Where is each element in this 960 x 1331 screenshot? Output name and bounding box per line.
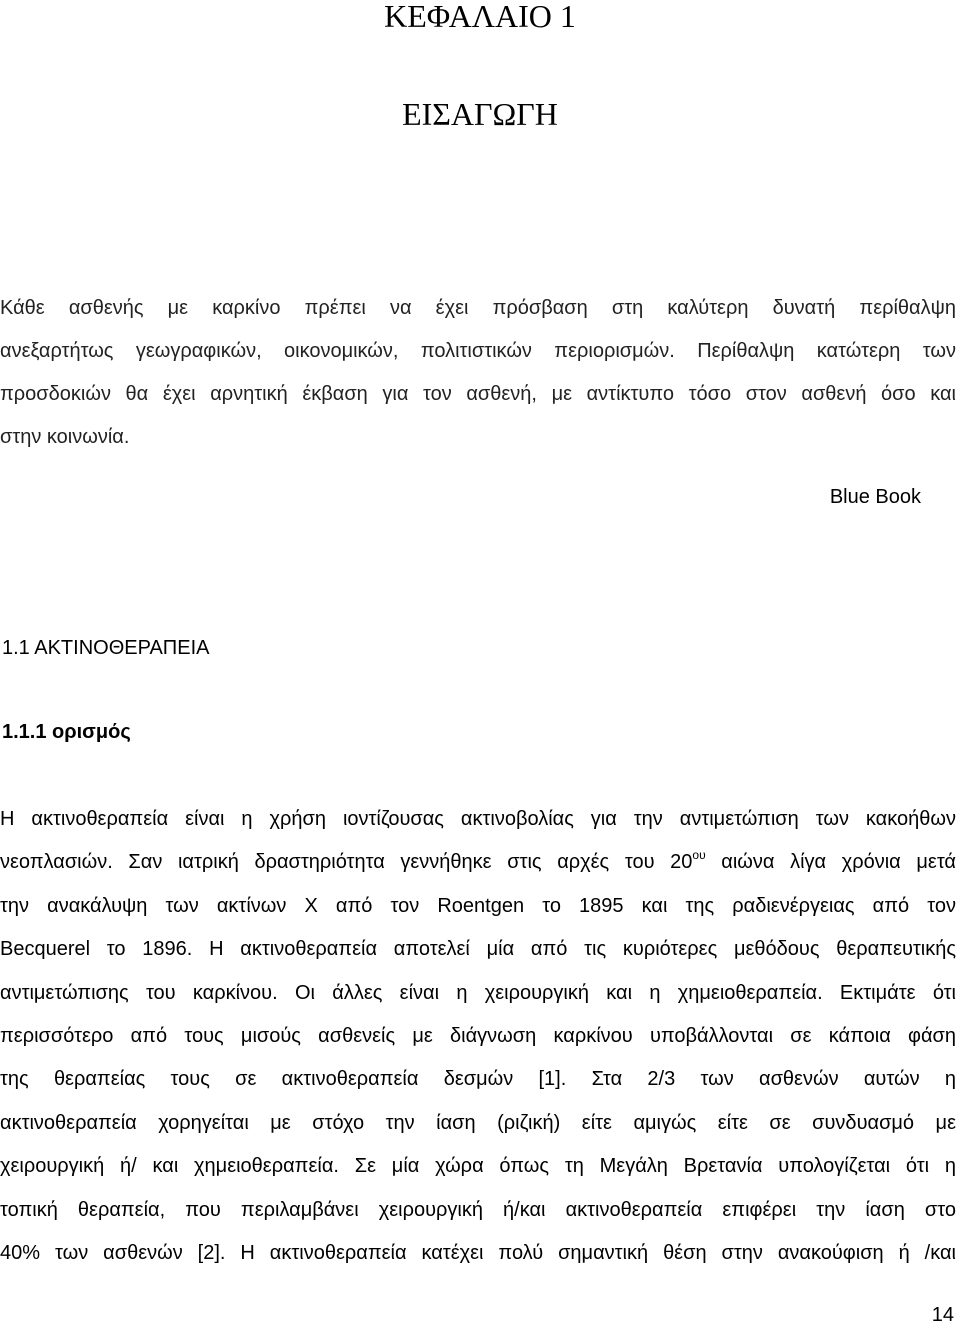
chapter-subtitle: ΕΙΣΑΓΩΓΗ [402,96,558,132]
body-line: τοπική θεραπεία, που περιλαμβάνει χειρουργική ή/και ακτινοθεραπεία επιφέρει την ίαση στο [0,1198,956,1221]
body-line: περισσότερο από τους μισούς ασθενείς με διάγνωση καρκίνου υποβάλλονται σε κάποια φάση [0,1024,956,1047]
body-line: Becquerel το 1896. Η ακτινοθεραπεία αποτελεί μία από τις κυριότερες μεθόδους θεραπευτικής [0,938,956,961]
section-heading: 1.1 ΑΚΤΙΝΟΘΕΡΑΠΕΙΑ [2,637,210,659]
page-number: 14 [931,1304,954,1326]
intro-line: Κάθε ασθενής με καρκίνο πρέπει να έχει πρόσβαση στη καλύτερη δυνατή περίθαλψη [0,297,956,319]
body-line: Η ακτινοθεραπεία είναι η χρήση ιοντίζουσας ακτινοβολίας για την αντιμετώπιση των κακοήθων [0,808,956,830]
intro-line: προσδοκιών θα έχει αρνητική έκβαση για τον ασθενή, με αντίκτυπο τόσο στον ασθενή όσο και [0,383,956,405]
body-text-fragment: νεοπλασιών. Σαν ιατρική δραστηριότητα γεννήθηκε στις αρχές του 20 [0,851,693,874]
intro-line: στην κοινωνία. [0,426,130,448]
intro-line: ανεξαρτήτως γεωγραφικών, οικονομικών, πολιτιστικών περιορισμών. Περίθαλψη κατώτερη των [0,340,956,362]
body-line: της θεραπείας τους σε ακτινοθεραπεία δεσμών [1]. Στα 2/3 των ασθενών αυτών η [0,1068,956,1091]
body-line: χειρουργική ή/ και χημειοθεραπεία. Σε μία χώρα όπως τη Μεγάλη Βρετανία υπολογίζεται ότι η [0,1155,956,1178]
body-line: 40% των ασθενών [2]. Η ακτινοθεραπεία κατέχει πολύ σημαντική θέση στην ανακούφιση ή /και [0,1241,956,1264]
body-text-fragment: αιώνα λίγα χρόνια μετά [705,851,956,874]
subsection-heading: 1.1.1 ορισμός [2,721,131,743]
body-line: ακτινοθεραπεία χορηγείται με στόχο την ίαση (ριζική) είτε αμιγώς είτε σε συνδυασμό με [0,1111,956,1134]
chapter-title: ΚΕΦΑΛΑΙΟ 1 [384,0,576,34]
body-line: αντιμετώπισης του καρκίνου. Οι άλλες είναι η χειρουργική και η χημειοθεραπεία. Εκτιμάτε ότι [0,981,956,1004]
intro-quote [0,287,956,459]
ordinal-superscript: ου [692,848,706,863]
body-line [0,841,956,884]
quote-source: Blue Book [829,486,921,508]
body-line: την ανακάλυψη των ακτίνων Χ από τον Roentgen το 1895 και της ραδιενέργειας από τον [0,894,956,917]
body-paragraph [0,798,956,1275]
